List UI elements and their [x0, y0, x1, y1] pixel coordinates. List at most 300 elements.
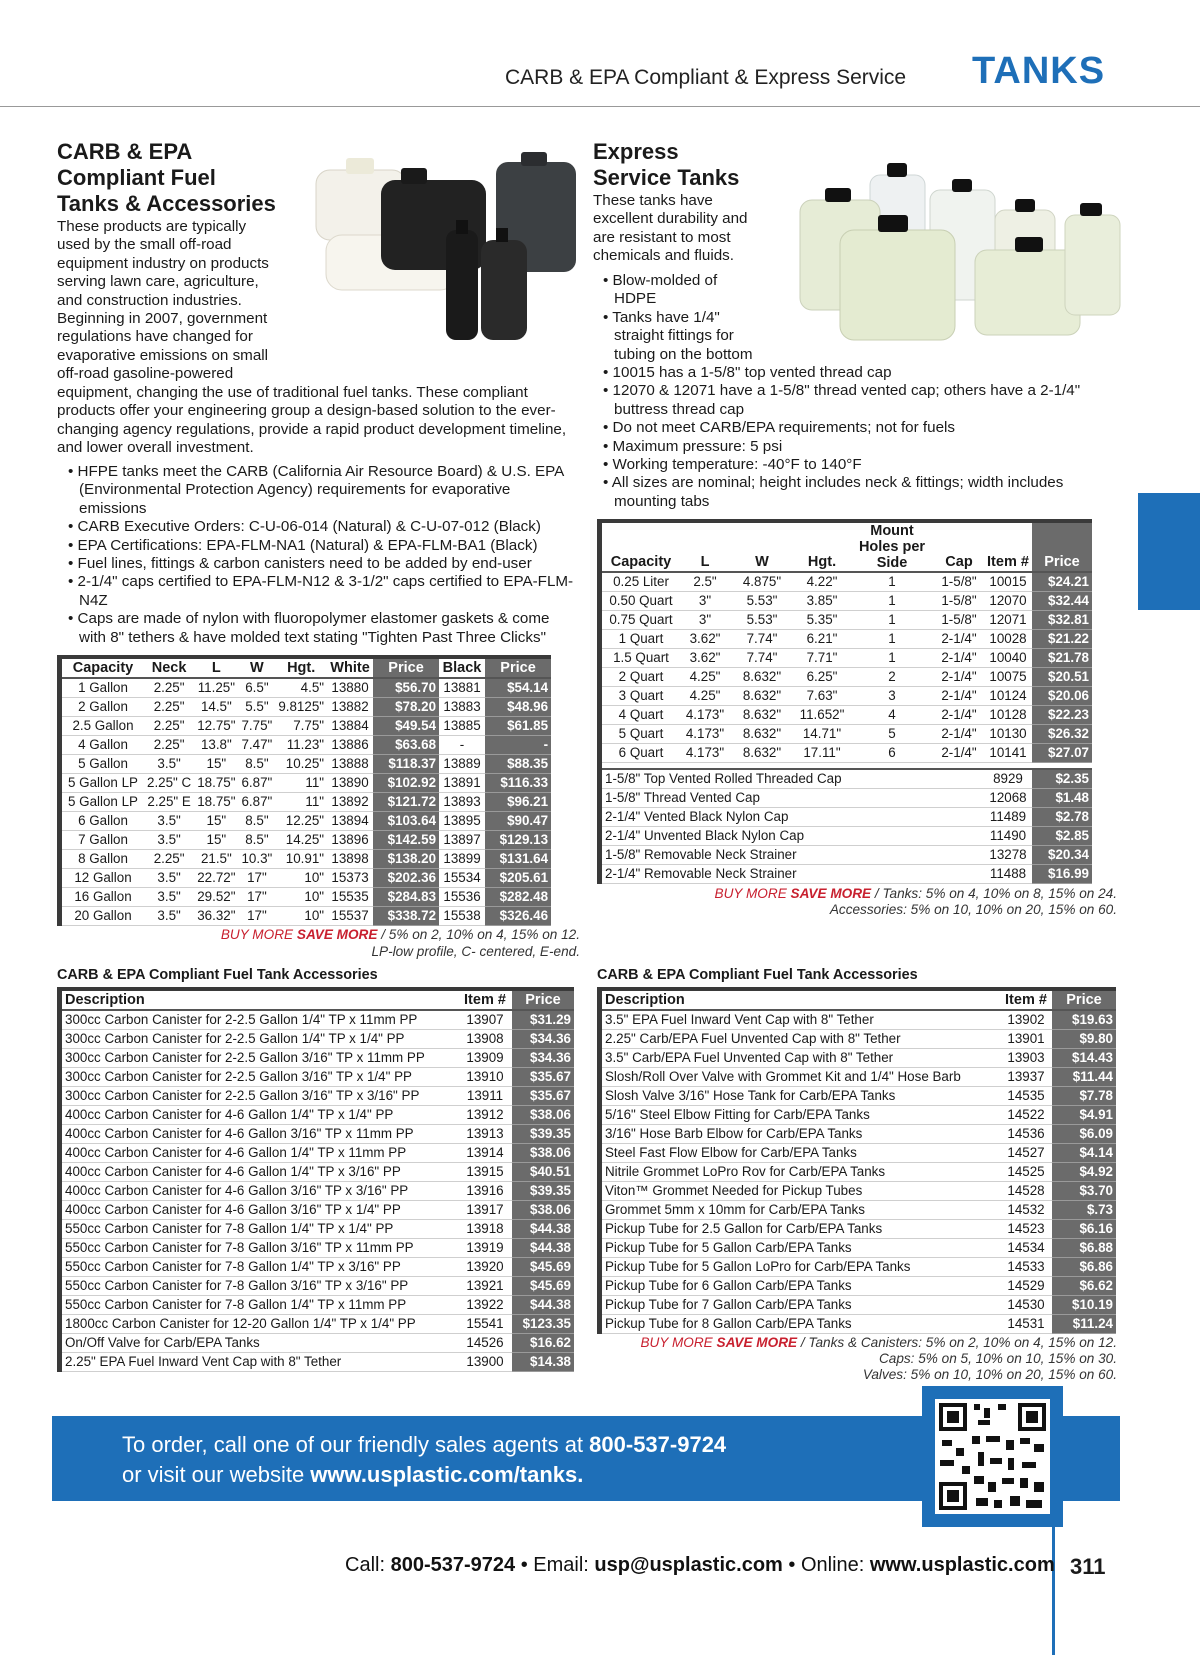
table-cell: 2-1/4": [934, 687, 984, 706]
col-mount: Mount Holes per Side: [850, 523, 934, 572]
table-cell: 15": [194, 831, 238, 850]
table-cell: 12.75": [194, 717, 238, 736]
table-cell: 10": [275, 907, 327, 926]
col-capacity: Capacity: [62, 659, 144, 678]
table-cell: 5/16" Steel Elbow Fitting for Carb/EPA Tanks: [602, 1106, 1000, 1125]
table-row: [602, 1277, 1116, 1296]
express-tank-table: [597, 519, 1092, 884]
table-cell: 4.173": [680, 744, 730, 763]
table-row: [602, 706, 1092, 725]
price-cell: $27.07: [1032, 744, 1092, 763]
table-cell: 15537: [327, 907, 373, 926]
table-row: [602, 807, 1092, 826]
banner-website-link[interactable]: www.usplastic.com/tanks.: [310, 1462, 584, 1487]
table-cell: 9.8125": [275, 698, 327, 717]
express-heading: Express Service Tanks: [593, 139, 740, 190]
table-cell: 8.632": [730, 744, 794, 763]
table-cell: 17": [238, 869, 275, 888]
table-cell: 14.5": [194, 698, 238, 717]
table-cell: 8.632": [730, 725, 794, 744]
price-cell: $2.85: [1032, 826, 1092, 845]
price-cell: $116.33: [485, 774, 551, 793]
price-cell: $338.72: [373, 907, 439, 926]
carb-tank-table: [57, 655, 551, 926]
table-cell: 13894: [327, 812, 373, 831]
express-intro: These tanks have excellent durability and are resistant to most chemicals and fluids.: [593, 192, 748, 265]
table-cell: 8.5": [238, 755, 275, 774]
price-cell: $31.29: [512, 1010, 574, 1030]
price-cell: $9.80: [1052, 1030, 1116, 1049]
table-cell: 8.632": [730, 706, 794, 725]
price-cell: $16.62: [512, 1334, 574, 1353]
carb-footnote: LP-low profile, C- centered, E-end.: [371, 944, 580, 959]
col-neck: Neck: [144, 659, 194, 678]
price-cell: $4.91: [1052, 1106, 1116, 1125]
table-cell: 10.3": [238, 850, 275, 869]
table-cell: 2.25" Carb/EPA Fuel Unvented Cap with 8" Tether: [602, 1030, 1000, 1049]
price-cell: $102.92: [373, 774, 439, 793]
express-promo-accessories: Accessories: 5% on 10, 10% on 20, 15% on 60.: [829, 902, 1117, 917]
price-cell: $2.35: [1032, 769, 1092, 789]
list-item: • Tanks have 1/4" straight fittings for tubing on the bottom: [600, 309, 770, 364]
col-cap: Cap: [934, 523, 984, 572]
col-item: Item #: [984, 523, 1032, 572]
table-cell: 1-5/8": [934, 572, 984, 592]
table-cell: 2-1/4" Removable Neck Strainer: [602, 864, 984, 883]
table-cell: 2.5": [680, 572, 730, 592]
table-cell: 4.25": [680, 687, 730, 706]
table-cell: 13937: [1000, 1068, 1052, 1087]
table-cell: 10": [275, 869, 327, 888]
table-cell: 13914: [458, 1144, 512, 1163]
price-cell: $11.24: [1052, 1315, 1116, 1334]
table-cell: Pickup Tube for 8 Gallon Carb/EPA Tanks: [602, 1315, 1000, 1334]
table-cell: 14522: [1000, 1106, 1052, 1125]
table-cell: 11": [275, 774, 327, 793]
table-cell: 7.75": [238, 717, 275, 736]
table-row: [602, 1201, 1116, 1220]
list-item: • Fuel lines, fittings & carbon canisters need to be added by end-user: [65, 555, 580, 573]
table-row: [62, 1239, 574, 1258]
table-row: [602, 1296, 1116, 1315]
table-cell: 13886: [327, 736, 373, 755]
table-cell: 2: [850, 668, 934, 687]
table-cell: 13897: [439, 831, 485, 850]
table-cell: 5 Gallon: [62, 755, 144, 774]
price-cell: $7.78: [1052, 1087, 1116, 1106]
table-cell: 6 Quart: [602, 744, 680, 763]
price-cell: $6.88: [1052, 1239, 1116, 1258]
price-cell: $63.68: [373, 736, 439, 755]
order-banner: To order, call one of our friendly sales agents at 800-537-9724 or visit our website www.usplastic.com/tanks.: [52, 1416, 1120, 1501]
col-l: L: [680, 523, 730, 572]
table-cell: 14526: [458, 1334, 512, 1353]
col-item: Item #: [458, 991, 512, 1010]
table-cell: 8.5": [238, 812, 275, 831]
table-cell: 5 Quart: [602, 725, 680, 744]
table-cell: 11.652": [794, 706, 850, 725]
col-price: Price: [1032, 523, 1092, 572]
table-cell: 2-1/4": [934, 649, 984, 668]
header-subtitle: CARB & EPA Compliant & Express Service: [505, 66, 907, 89]
table-cell: 7.75": [275, 717, 327, 736]
table-cell: 13922: [458, 1296, 512, 1315]
table-cell: 13912: [458, 1106, 512, 1125]
list-item: • Caps are made of nylon with fluoropolymer elastomer gaskets & come with 8" tethers & have molded text stating "Tighten Past Three Clicks": [65, 610, 580, 647]
table-cell: 550cc Carbon Canister for 7-8 Gallon 3/16" TP x 11mm PP: [62, 1239, 458, 1258]
table-cell: 13909: [458, 1049, 512, 1068]
table-cell: 400cc Carbon Canister for 4-6 Gallon 1/4" TP x 3/16" PP: [62, 1163, 458, 1182]
table-cell: 3.5" EPA Fuel Inward Vent Cap with 8" Tether: [602, 1010, 1000, 1030]
table-cell: Pickup Tube for 5 Gallon LoPro for Carb/EPA Tanks: [602, 1258, 1000, 1277]
table-row: [602, 1030, 1116, 1049]
table-cell: 13890: [327, 774, 373, 793]
price-cell: $49.54: [373, 717, 439, 736]
table-cell: 11": [275, 793, 327, 812]
table-cell: 0.25 Liter: [602, 572, 680, 592]
table-cell: 550cc Carbon Canister for 7-8 Gallon 1/4" TP x 1/4" PP: [62, 1220, 458, 1239]
table-cell: 10040: [984, 649, 1032, 668]
table-cell: 2-1/4" Unvented Black Nylon Cap: [602, 826, 984, 845]
accessories-right-title: CARB & EPA Compliant Fuel Tank Accessories: [597, 967, 918, 983]
qr-code-frame: [922, 1386, 1063, 1527]
table-cell: 400cc Carbon Canister for 4-6 Gallon 3/16" TP x 3/16" PP: [62, 1182, 458, 1201]
price-cell: $38.06: [512, 1144, 574, 1163]
accessories-right-table: [597, 987, 1116, 1334]
table-row: [62, 1106, 574, 1125]
table-cell: 5.53": [730, 592, 794, 611]
table-cell: 13278: [984, 845, 1032, 864]
table-row: [62, 1315, 574, 1334]
table-cell: 6.21": [794, 630, 850, 649]
table-row: [62, 1353, 574, 1372]
table-cell: 2.25": [144, 678, 194, 698]
table-row: [602, 845, 1092, 864]
table-cell: 3.5" Carb/EPA Fuel Unvented Cap with 8" Tether: [602, 1049, 1000, 1068]
col-price: Price: [512, 991, 574, 1010]
price-cell: -: [485, 736, 551, 755]
table-cell: 13915: [458, 1163, 512, 1182]
footer-website-link[interactable]: www.usplastic.com: [869, 1554, 1055, 1576]
price-cell: $131.64: [485, 850, 551, 869]
table-row: [602, 611, 1092, 630]
table-cell: 5: [850, 725, 934, 744]
price-cell: $326.46: [485, 907, 551, 926]
table-cell: 7 Gallon: [62, 831, 144, 850]
table-cell: 12068: [984, 788, 1032, 807]
footer-email-link[interactable]: usp@usplastic.com: [594, 1554, 783, 1576]
table-cell: 2.25": [144, 717, 194, 736]
table-row: [602, 1315, 1116, 1334]
price-cell: $90.47: [485, 812, 551, 831]
table-cell: Slosh Valve 3/16" Hose Tank for Carb/EPA Tanks: [602, 1087, 1000, 1106]
table-cell: 10015: [984, 572, 1032, 592]
price-cell: $121.72: [373, 793, 439, 812]
table-cell: 400cc Carbon Canister for 4-6 Gallon 3/16" TP x 11mm PP: [62, 1125, 458, 1144]
table-cell: 1: [850, 649, 934, 668]
table-cell: 5 Gallon LP: [62, 793, 144, 812]
table-row: [602, 1049, 1116, 1068]
table-row: [62, 774, 551, 793]
table-cell: 4.25": [680, 668, 730, 687]
table-cell: 4.5": [275, 678, 327, 698]
carb-heading: CARB & EPA Compliant Fuel Tanks & Accessories: [57, 139, 276, 216]
table-cell: 300cc Carbon Canister for 2-2.5 Gallon 3/16" TP x 11mm PP: [62, 1049, 458, 1068]
table-cell: 2-1/4": [934, 706, 984, 725]
table-cell: 3: [850, 687, 934, 706]
table-row: [62, 736, 551, 755]
table-cell: Slosh/Roll Over Valve with Grommet Kit and 1/4" Hose Barb: [602, 1068, 1000, 1087]
table-cell: 3.5": [144, 907, 194, 926]
table-cell: 13881: [439, 678, 485, 698]
section-title: TANKS: [972, 50, 1106, 92]
section-side-tab: [1138, 493, 1200, 610]
table-cell: 10128: [984, 706, 1032, 725]
price-cell: $142.59: [373, 831, 439, 850]
carb-intro-tail: equipment, changing the use of traditional fuel tanks. These compliant products offer your engineering group a design-based solution to the ever-changing agency regulations, provide a rapid product development timeline, and lower overall investment.: [57, 384, 567, 457]
table-cell: 11489: [984, 807, 1032, 826]
table-row: [602, 826, 1092, 845]
price-cell: $123.35: [512, 1315, 574, 1334]
accessories-promo-valves: Valves: 5% on 10, 10% on 20, 15% on 60.: [862, 1367, 1117, 1382]
table-cell: 3 Quart: [602, 687, 680, 706]
table-cell: 13901: [1000, 1030, 1052, 1049]
table-cell: 2 Quart: [602, 668, 680, 687]
table-cell: 12.25": [275, 812, 327, 831]
table-row: [62, 698, 551, 717]
table-cell: 10028: [984, 630, 1032, 649]
price-cell: $1.48: [1032, 788, 1092, 807]
col-description: Description: [602, 991, 1000, 1010]
table-row: [62, 1125, 574, 1144]
carb-promo: BUY MORE SAVE MORE / 5% on 2, 10% on 4, 15% on 12.: [220, 927, 580, 942]
accessories-promo-caps: Caps: 5% on 5, 10% on 10, 15% on 30.: [878, 1351, 1117, 1366]
price-cell: $138.20: [373, 850, 439, 869]
table-cell: 15373: [327, 869, 373, 888]
price-cell: $282.48: [485, 888, 551, 907]
table-cell: 6 Gallon: [62, 812, 144, 831]
price-cell: $56.70: [373, 678, 439, 698]
table-row: [602, 725, 1092, 744]
table-cell: 3.85": [794, 592, 850, 611]
price-cell: $22.23: [1032, 706, 1092, 725]
price-cell: $61.85: [485, 717, 551, 736]
table-cell: 300cc Carbon Canister for 2-2.5 Gallon 3/16" TP x 3/16" PP: [62, 1087, 458, 1106]
table-cell: 3.5": [144, 755, 194, 774]
table-cell: 3/16" Hose Barb Elbow for Carb/EPA Tanks: [602, 1125, 1000, 1144]
carb-bullets: [65, 463, 580, 647]
footer-phone-link[interactable]: 800-537-9724: [390, 1554, 516, 1576]
table-row: [62, 831, 551, 850]
table-cell: 3.62": [680, 649, 730, 668]
table-cell: 11.25": [194, 678, 238, 698]
table-cell: 400cc Carbon Canister for 4-6 Gallon 1/4" TP x 11mm PP: [62, 1144, 458, 1163]
table-row: [602, 1087, 1116, 1106]
table-cell: 1 Quart: [602, 630, 680, 649]
col-white-price: Price: [373, 659, 439, 678]
footer-divider: [1052, 1516, 1055, 1655]
list-item: • CARB Executive Orders: C-U-06-014 (Natural) & C-U-07-012 (Black): [65, 518, 580, 536]
table-cell: 10075: [984, 668, 1032, 687]
price-cell: $35.67: [512, 1087, 574, 1106]
table-cell: 2.25" E: [144, 793, 194, 812]
express-promo-tanks: BUY MORE SAVE MORE / Tanks: 5% on 4, 10% on 8, 15% on 24.: [714, 886, 1117, 901]
table-cell: 550cc Carbon Canister for 7-8 Gallon 1/4" TP x 11mm PP: [62, 1296, 458, 1315]
table-row: [602, 1258, 1116, 1277]
price-cell: $88.35: [485, 755, 551, 774]
price-cell: $14.38: [512, 1353, 574, 1372]
table-cell: 15535: [327, 888, 373, 907]
qr-code-icon[interactable]: [922, 1386, 1063, 1527]
table-cell: 3.5": [144, 831, 194, 850]
table-cell: 13883: [439, 698, 485, 717]
table-cell: 6.5": [238, 678, 275, 698]
price-cell: $39.35: [512, 1182, 574, 1201]
price-cell: $34.36: [512, 1030, 574, 1049]
table-cell: 4.22": [794, 572, 850, 592]
table-cell: 13895: [439, 812, 485, 831]
list-item: • 12070 & 12071 have a 1-5/8" thread vented cap; others have a 2-1/4" buttress thread cap: [600, 382, 1110, 419]
table-cell: 13899: [439, 850, 485, 869]
table-cell: 13903: [1000, 1049, 1052, 1068]
table-cell: 20 Gallon: [62, 907, 144, 926]
col-l: L: [194, 659, 238, 678]
table-cell: 1: [850, 592, 934, 611]
table-row: [62, 1030, 574, 1049]
table-row: [602, 1144, 1116, 1163]
table-cell: 13910: [458, 1068, 512, 1087]
price-cell: $14.43: [1052, 1049, 1116, 1068]
table-cell: 1.5 Quart: [602, 649, 680, 668]
banner-phone-link[interactable]: 800-537-9724: [589, 1432, 727, 1457]
table-row: [602, 1106, 1116, 1125]
col-description: Description: [62, 991, 458, 1010]
table-cell: 4.875": [730, 572, 794, 592]
table-cell: 8 Gallon: [62, 850, 144, 869]
table-cell: 14535: [1000, 1087, 1052, 1106]
table-cell: Nitrile Grommet LoPro Rov for Carb/EPA Tanks: [602, 1163, 1000, 1182]
table-row: [602, 1068, 1116, 1087]
table-cell: 29.52": [194, 888, 238, 907]
table-row: [602, 1220, 1116, 1239]
accessories-left-title: CARB & EPA Compliant Fuel Tank Accessories: [57, 967, 378, 983]
price-cell: $202.36: [373, 869, 439, 888]
carb-intro: These products are typically used by the small off-road equipment industry on products serving lawn care, agriculture, and construction industries. Beginning in 2007, government regulations have changed for evaporative emissions on small off-road gasoline-powered: [57, 218, 269, 383]
table-cell: 2 Gallon: [62, 698, 144, 717]
table-cell: 12071: [984, 611, 1032, 630]
table-cell: 2.25": [144, 698, 194, 717]
price-cell: $38.06: [512, 1106, 574, 1125]
table-row: [602, 1182, 1116, 1201]
table-cell: 22.72": [194, 869, 238, 888]
table-row: [62, 1068, 574, 1087]
table-cell: 15": [194, 755, 238, 774]
table-cell: 10": [275, 888, 327, 907]
table-cell: 1: [850, 611, 934, 630]
table-row: [602, 649, 1092, 668]
table-cell: 13898: [327, 850, 373, 869]
table-cell: 5.53": [730, 611, 794, 630]
accessories-left-table: [57, 987, 574, 1372]
table-cell: 300cc Carbon Canister for 2-2.5 Gallon 3/16" TP x 1/4" PP: [62, 1068, 458, 1087]
table-cell: 2-1/4": [934, 630, 984, 649]
table-cell: 13.8": [194, 736, 238, 755]
table-cell: 3": [680, 611, 730, 630]
table-cell: 0.50 Quart: [602, 592, 680, 611]
price-cell: $103.64: [373, 812, 439, 831]
table-cell: Viton™ Grommet Needed for Pickup Tubes: [602, 1182, 1000, 1201]
price-cell: $10.19: [1052, 1296, 1116, 1315]
table-row: [62, 1277, 574, 1296]
table-cell: 550cc Carbon Canister for 7-8 Gallon 3/16" TP x 3/16" PP: [62, 1277, 458, 1296]
table-row: [62, 888, 551, 907]
col-w: W: [730, 523, 794, 572]
list-item: • Blow-molded of HDPE: [600, 272, 750, 309]
table-cell: 15541: [458, 1315, 512, 1334]
table-cell: 11.23": [275, 736, 327, 755]
price-cell: $3.70: [1052, 1182, 1116, 1201]
table-cell: 1-5/8": [934, 592, 984, 611]
price-cell: $21.22: [1032, 630, 1092, 649]
table-cell: 6.87": [238, 793, 275, 812]
price-cell: $40.51: [512, 1163, 574, 1182]
list-item: • EPA Certifications: EPA-FLM-NA1 (Natural) & EPA-FLM-BA1 (Black): [65, 537, 580, 555]
price-cell: $6.16: [1052, 1220, 1116, 1239]
table-cell: 2.25": [144, 736, 194, 755]
table-cell: 13891: [439, 774, 485, 793]
price-cell: $6.86: [1052, 1258, 1116, 1277]
table-cell: Grommet 5mm x 10mm for Carb/EPA Tanks: [602, 1201, 1000, 1220]
table-cell: 13919: [458, 1239, 512, 1258]
table-row: [62, 678, 551, 698]
table-cell: 13893: [439, 793, 485, 812]
table-cell: Pickup Tube for 7 Gallon Carb/EPA Tanks: [602, 1296, 1000, 1315]
price-cell: $34.36: [512, 1049, 574, 1068]
table-cell: 21.5": [194, 850, 238, 869]
table-row: [62, 1010, 574, 1030]
table-cell: 4 Gallon: [62, 736, 144, 755]
price-cell: $284.83: [373, 888, 439, 907]
table-cell: 13907: [458, 1010, 512, 1030]
table-cell: 13920: [458, 1258, 512, 1277]
table-row: [62, 850, 551, 869]
table-row: [602, 744, 1092, 763]
table-row: [602, 592, 1092, 611]
table-cell: 8.632": [730, 687, 794, 706]
table-cell: 13921: [458, 1277, 512, 1296]
col-price: Price: [1052, 991, 1116, 1010]
table-cell: 1-5/8": [934, 611, 984, 630]
table-cell: 6.87": [238, 774, 275, 793]
table-cell: 13884: [327, 717, 373, 736]
table-cell: 13917: [458, 1201, 512, 1220]
price-cell: $20.51: [1032, 668, 1092, 687]
table-row: [602, 668, 1092, 687]
price-cell: $19.63: [1052, 1010, 1116, 1030]
col-hgt: Hgt.: [275, 659, 327, 678]
price-cell: $44.38: [512, 1239, 574, 1258]
table-row: [602, 1010, 1116, 1030]
table-cell: 14534: [1000, 1239, 1052, 1258]
table-row: [62, 907, 551, 926]
table-cell: 14.25": [275, 831, 327, 850]
table-row: [602, 630, 1092, 649]
table-cell: 4: [850, 706, 934, 725]
table-cell: 300cc Carbon Canister for 2-2.5 Gallon 1/4" TP x 11mm PP: [62, 1010, 458, 1030]
table-row: [62, 755, 551, 774]
table-cell: 1: [850, 572, 934, 592]
list-item: • 10015 has a 1-5/8" top vented thread cap: [600, 364, 1110, 382]
